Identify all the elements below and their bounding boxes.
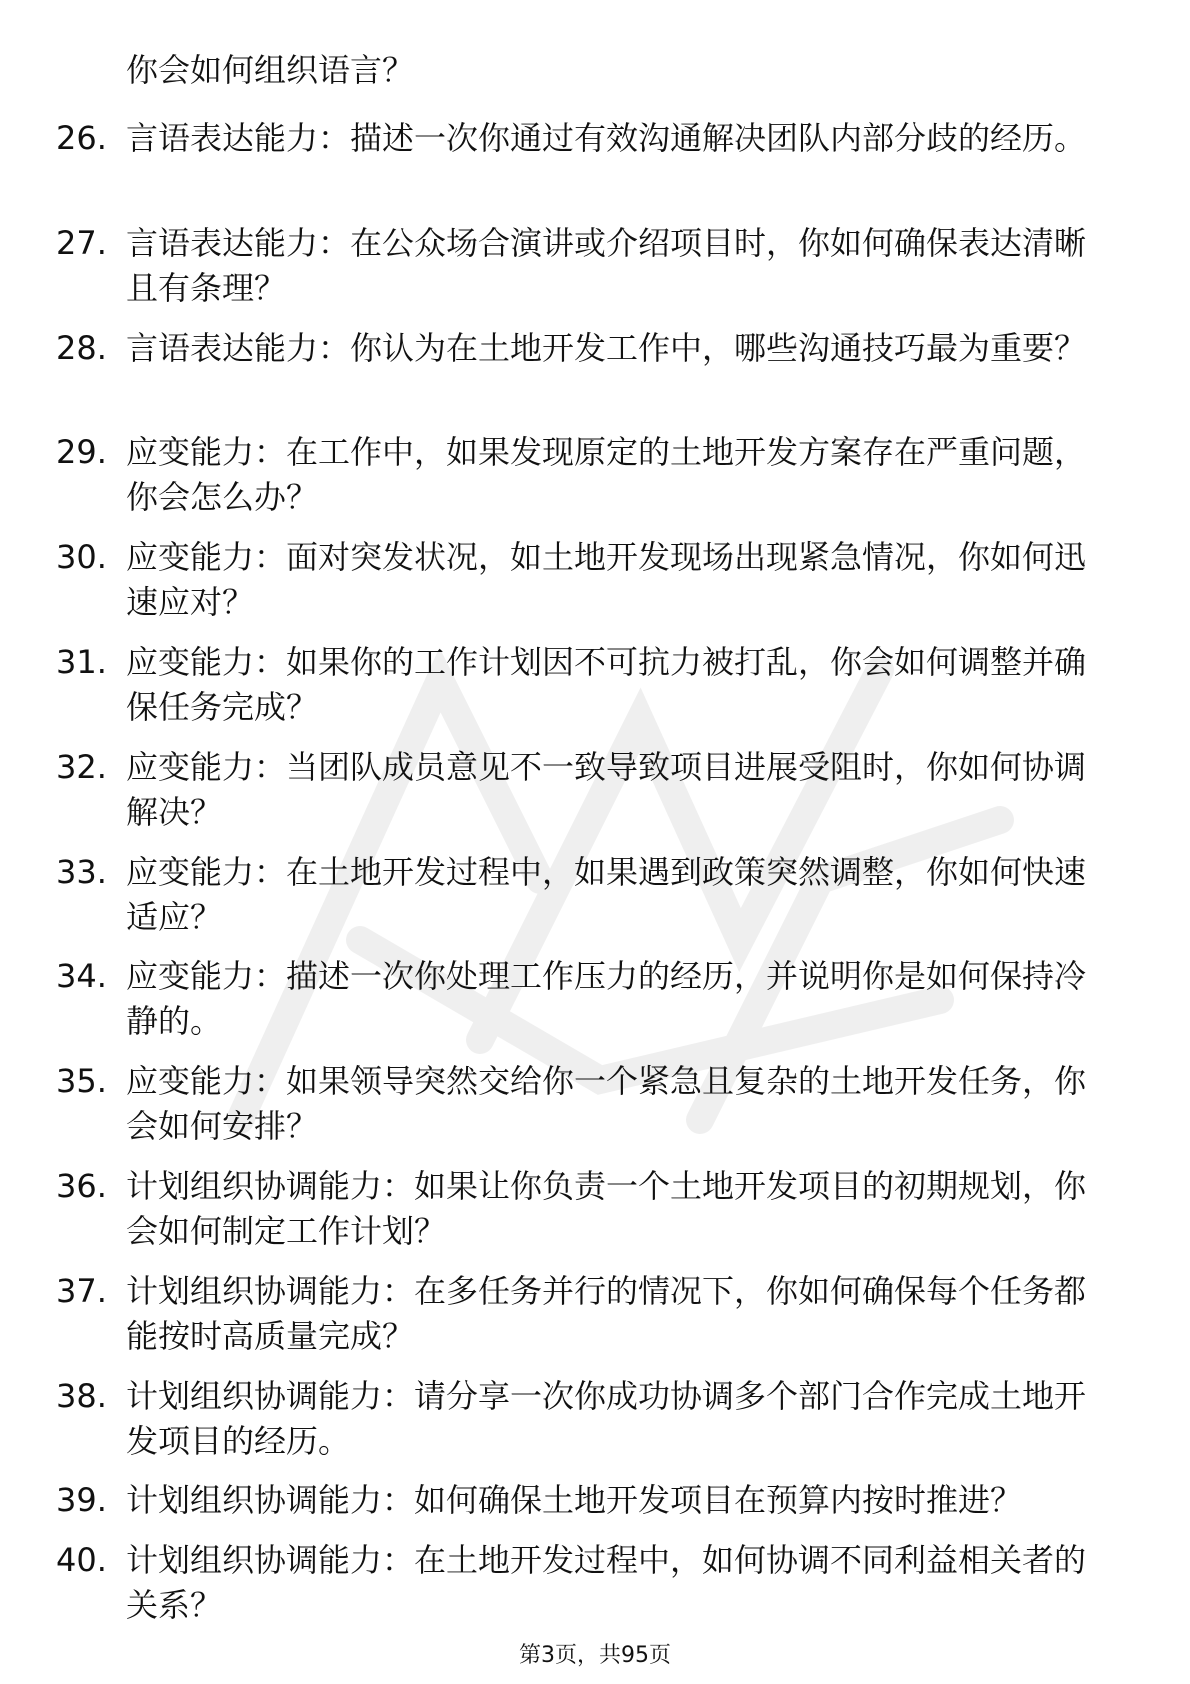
- question-item: [56, 850, 1136, 940]
- question-item: [56, 1164, 1136, 1254]
- question-text: 计划组织协调能力：在土地开发过程中，如何协调不同利益相关者的关系？: [126, 1541, 1087, 1625]
- question-number: 28.: [56, 328, 107, 367]
- question-text: 计划组织协调能力：在多任务并行的情况下，你如何确保每个任务都能按时高质量完成？: [126, 1271, 1087, 1355]
- question-number: 35.: [56, 1062, 107, 1101]
- question-number: 39.: [56, 1481, 107, 1520]
- question-item: [56, 1059, 1136, 1149]
- question-item: [56, 326, 1136, 416]
- question-item: [56, 1538, 1136, 1628]
- question-text: 计划组织协调能力：如何确保土地开发项目在预算内按时推进？: [126, 1481, 1023, 1520]
- question-text: 言语表达能力：描述一次你通过有效沟通解决团队内部分歧的经历。: [126, 119, 1087, 157]
- question-text: 应变能力：在土地开发过程中，如果遇到政策突然调整，你如何快速适应？: [126, 852, 1087, 936]
- question-number: 40.: [56, 1541, 107, 1580]
- question-item: [56, 1269, 1136, 1359]
- question-text: 应变能力：如果领导突然交给你一个紧急且复杂的土地开发任务，你会如何安排？: [126, 1062, 1087, 1146]
- question-item: [56, 1374, 1136, 1464]
- question-text: 计划组织协调能力：如果让你负责一个土地开发项目的初期规划，你会如何制定工作计划？: [126, 1166, 1087, 1250]
- question-item: [56, 954, 1136, 1044]
- question-item: [56, 430, 1136, 520]
- question-number: 29.: [56, 433, 107, 472]
- question-number: 32.: [56, 747, 107, 786]
- question-text: 言语表达能力：你认为在土地开发工作中，哪些沟通技巧最为重要？: [126, 328, 1087, 367]
- question-number: 36.: [56, 1166, 107, 1205]
- question-item: [56, 221, 1136, 311]
- question-number: 34.: [56, 957, 107, 996]
- question-item: [56, 640, 1136, 730]
- question-number: 31.: [56, 642, 107, 681]
- question-number: 26.: [56, 119, 107, 157]
- question-text: 应变能力：描述一次你处理工作压力的经历，并说明你是如何保持冷静的。: [126, 957, 1087, 1041]
- question-number: 37.: [56, 1271, 107, 1310]
- question-item: [56, 535, 1136, 625]
- question-number: 33.: [56, 852, 107, 891]
- question-list: [56, 116, 1136, 1643]
- question-text: 应变能力：面对突发状况，如土地开发现场出现紧急情况，你如何迅速应对？: [126, 538, 1087, 622]
- question-item: [56, 1478, 1136, 1523]
- question-text: 应变能力：当团队成员意见不一致导致项目进展受阻时，你如何协调解决？: [126, 747, 1087, 831]
- question-text: 应变能力：如果你的工作计划因不可抗力被打乱，你会如何调整并确保任务完成？: [126, 642, 1087, 726]
- question-text: 言语表达能力：在公众场合演讲或介绍项目时，你如何确保表达清晰且有条理？: [126, 223, 1087, 307]
- question-text: 应变能力：在工作中，如果发现原定的土地开发方案存在严重问题，你会怎么办？: [126, 433, 1087, 517]
- question-number: 30.: [56, 538, 107, 577]
- question-item: [56, 116, 1136, 206]
- question-number: 38.: [56, 1376, 107, 1415]
- continued-question-text: 你会如何组织语言？: [126, 51, 415, 89]
- question-number: 27.: [56, 223, 107, 262]
- question-item: [56, 745, 1136, 835]
- question-text: 计划组织协调能力：请分享一次你成功协调多个部门合作完成土地开发项目的经历。: [126, 1376, 1087, 1460]
- page-footer: 第3页，共95页: [519, 1643, 671, 1668]
